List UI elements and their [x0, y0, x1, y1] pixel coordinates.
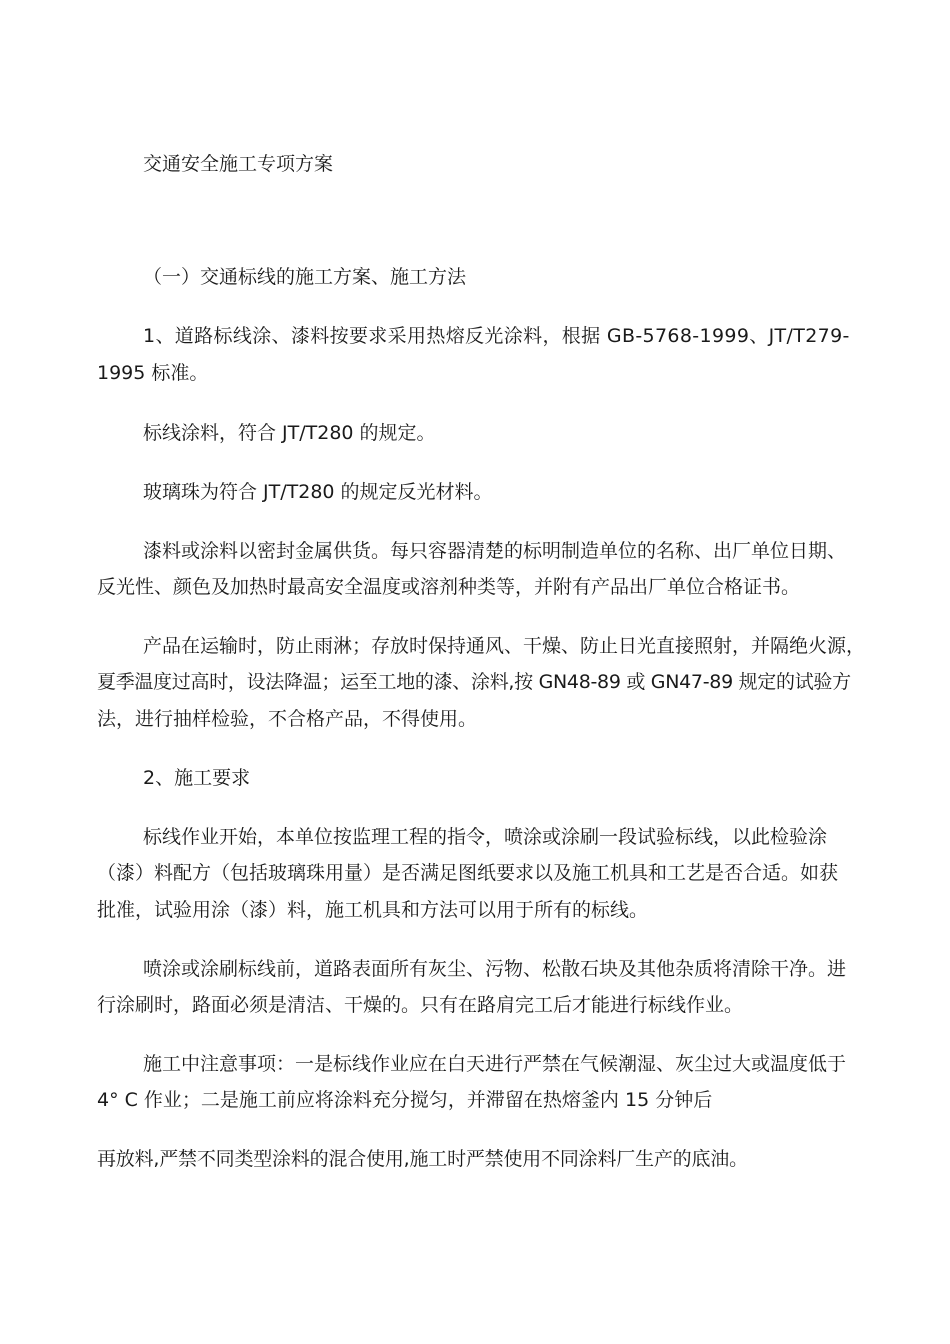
- section-heading: （一）交通标线的施工方案、施工方法: [143, 266, 467, 288]
- paragraph-line: 标线作业开始，本单位按监理工程的指令，喷涂或涂刷一段试验标线，以此检验涂: [143, 826, 828, 848]
- paragraph-line: 漆料或涂料以密封金属供货。每只容器清楚的标明制造单位的名称、出厂单位日期、: [143, 540, 847, 562]
- paragraph-line: 夏季温度过高时，设法降温；运至工地的漆、涂料,按 GN48-89 或 GN47-89 规定的试验方: [97, 671, 851, 693]
- paragraph-line: 产品在运输时，防止雨淋；存放时保持通风、干燥、防止日光直接照射，并隔绝火源，: [143, 635, 866, 657]
- paragraph-line: 标线涂料，符合 JT/T280 的规定。: [143, 422, 436, 444]
- paragraph-line: 喷涂或涂刷标线前，道路表面所有灰尘、污物、松散石块及其他杂质将清除干净。进: [143, 958, 847, 980]
- paragraph-line: 批准，试验用涂（漆）料，施工机具和方法可以用于所有的标线。: [97, 899, 649, 921]
- paragraph-line: 4° C 作业；二是施工前应将涂料充分搅匀，并滞留在热熔釜内 15 分钟后: [97, 1089, 713, 1111]
- paragraph-line: 施工中注意事项：一是标线作业应在白天进行严禁在气候潮湿、灰尘过大或温度低于: [143, 1053, 847, 1075]
- document-title: 交通安全施工专项方案: [143, 153, 334, 175]
- paragraph-line: 行涂刷时，路面必须是清洁、干燥的。只有在路肩完工后才能进行标线作业。: [97, 994, 744, 1016]
- paragraph-line: 1995 标准。: [97, 362, 209, 384]
- paragraph-line: 玻璃珠为符合 JT/T280 的规定反光材料。: [143, 481, 493, 503]
- paragraph-line: 法，进行抽样检验，不合格产品，不得使用。: [97, 708, 478, 730]
- paragraph-line: 2、施工要求: [143, 767, 251, 789]
- paragraph-line: 再放料,严禁不同类型涂料的混合使用,施工时严禁使用不同涂料厂生产的底油。: [97, 1148, 748, 1170]
- paragraph-line: 反光性、颜色及加热时最高安全温度或溶剂种类等，并附有产品出厂单位合格证书。: [97, 576, 801, 598]
- paragraph-line: 1、道路标线涂、漆料按要求采用热熔反光涂料，根据 GB-5768-1999、JT/T279-: [143, 325, 850, 347]
- paragraph-line: （漆）料配方（包括玻璃珠用量）是否满足图纸要求以及施工机具和工艺是否合适。如获: [97, 862, 839, 884]
